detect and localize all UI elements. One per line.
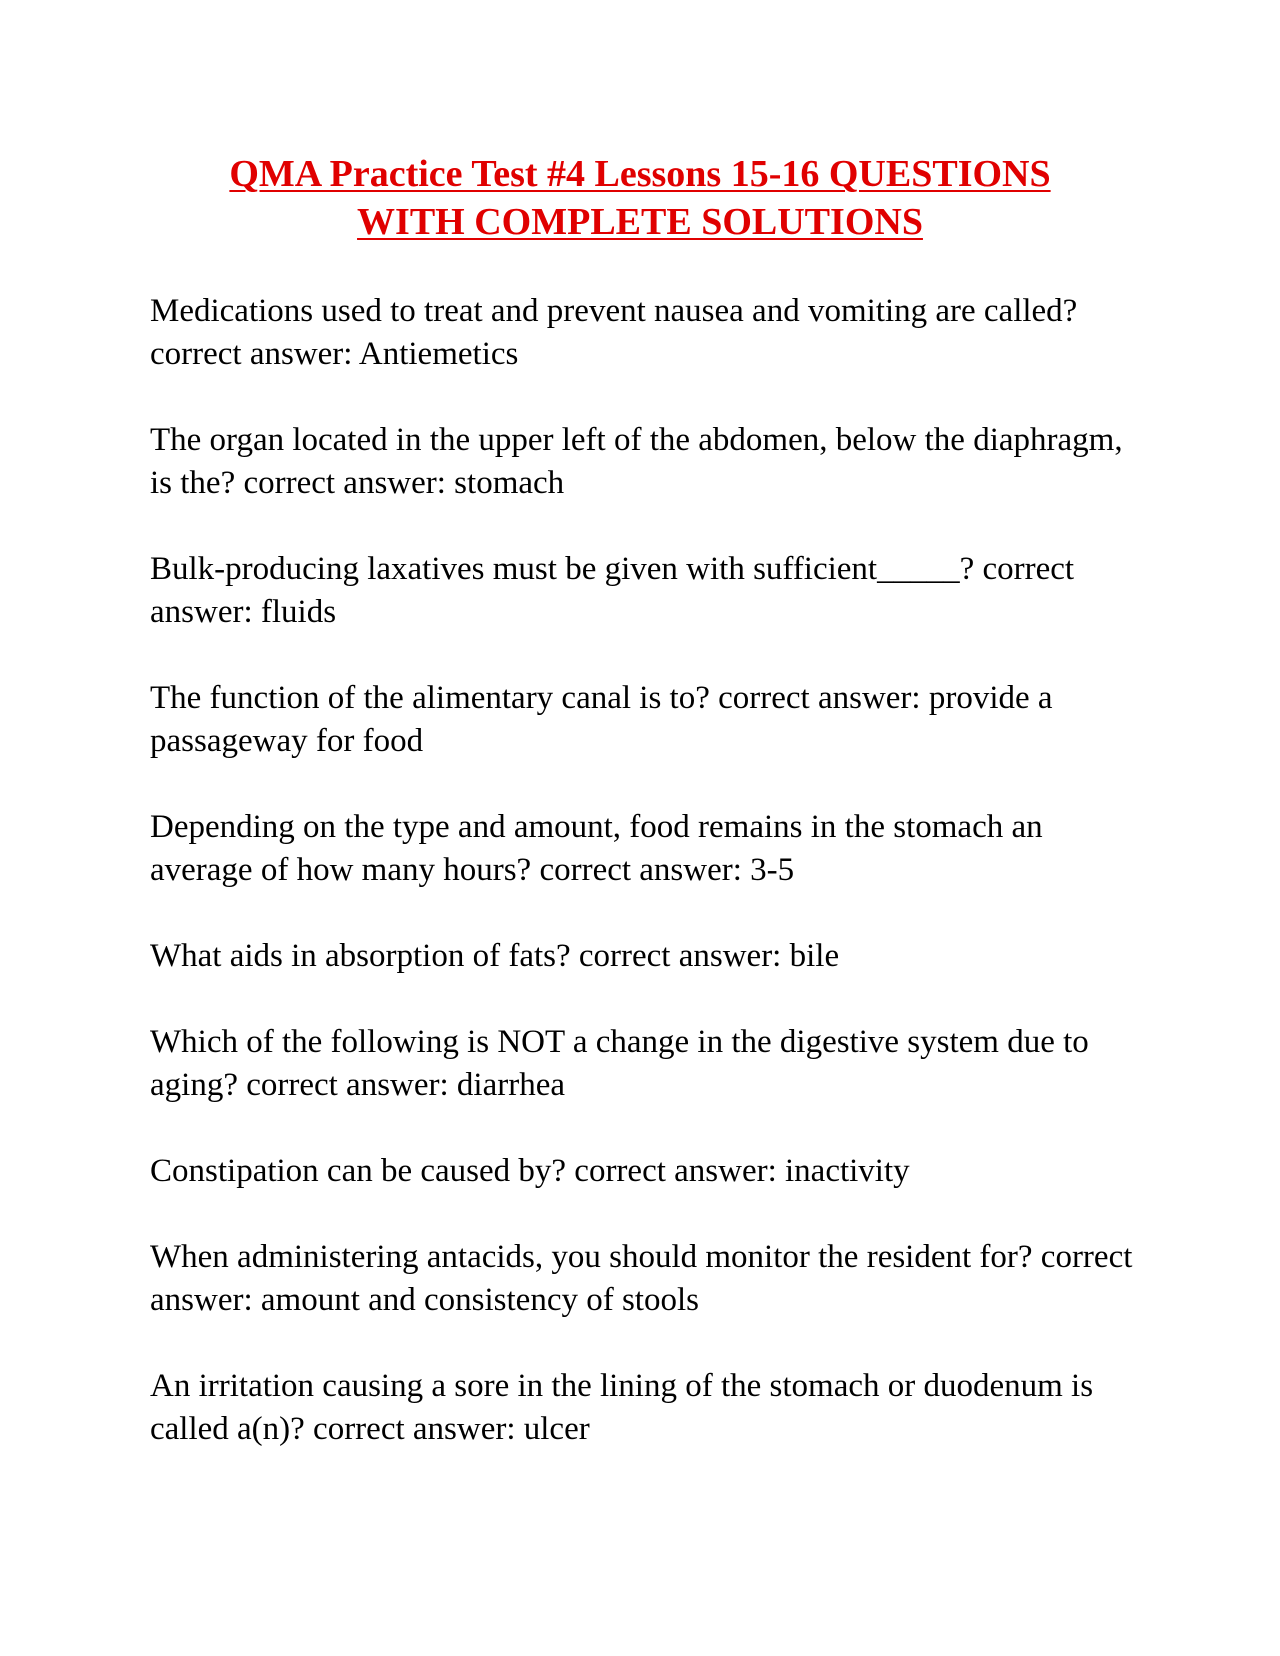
qa-item-stomach: The organ located in the upper left of the abdomen, below the diaphragm, is the? correct answer: stomach [150, 422, 1123, 501]
qa-item-stomach-hours: Depending on the type and amount, food remains in the stomach an average of how many hours? correct answer: 3-5 [150, 809, 1043, 888]
title-line-2: WITH COMPLETE SOLUTIONS [357, 201, 923, 243]
qa-item-bile: What aids in absorption of fats? correct answer: bile [150, 938, 840, 974]
qa-item-diarrhea: Which of the following is NOT a change in the digestive system due to aging? correct answer: diarrhea [150, 1024, 1089, 1103]
qa-item-antiemetics: Medications used to treat and prevent nausea and vomiting are called? correct answer: Antiemetics [150, 293, 1078, 372]
qa-item-ulcer: An irritation causing a sore in the lining of the stomach or duodenum is called a(n)? correct answer: ulcer [150, 1368, 1094, 1447]
qa-item-fluids: Bulk-producing laxatives must be given with sufficient_____? correct answer: fluids [150, 551, 1075, 630]
document-title [150, 150, 1130, 246]
qa-item-alimentary-canal: The function of the alimentary canal is to? correct answer: provide a passageway for food [150, 680, 1053, 759]
question-answer-list [150, 290, 1150, 1494]
qa-item-antacids: When administering antacids, you should monitor the resident for? correct answer: amount and consistency of stools [150, 1239, 1133, 1318]
title-line-1: QMA Practice Test #4 Lessons 15-16 QUESTIONS [229, 153, 1051, 195]
qa-item-inactivity: Constipation can be caused by? correct answer: inactivity [150, 1153, 910, 1189]
